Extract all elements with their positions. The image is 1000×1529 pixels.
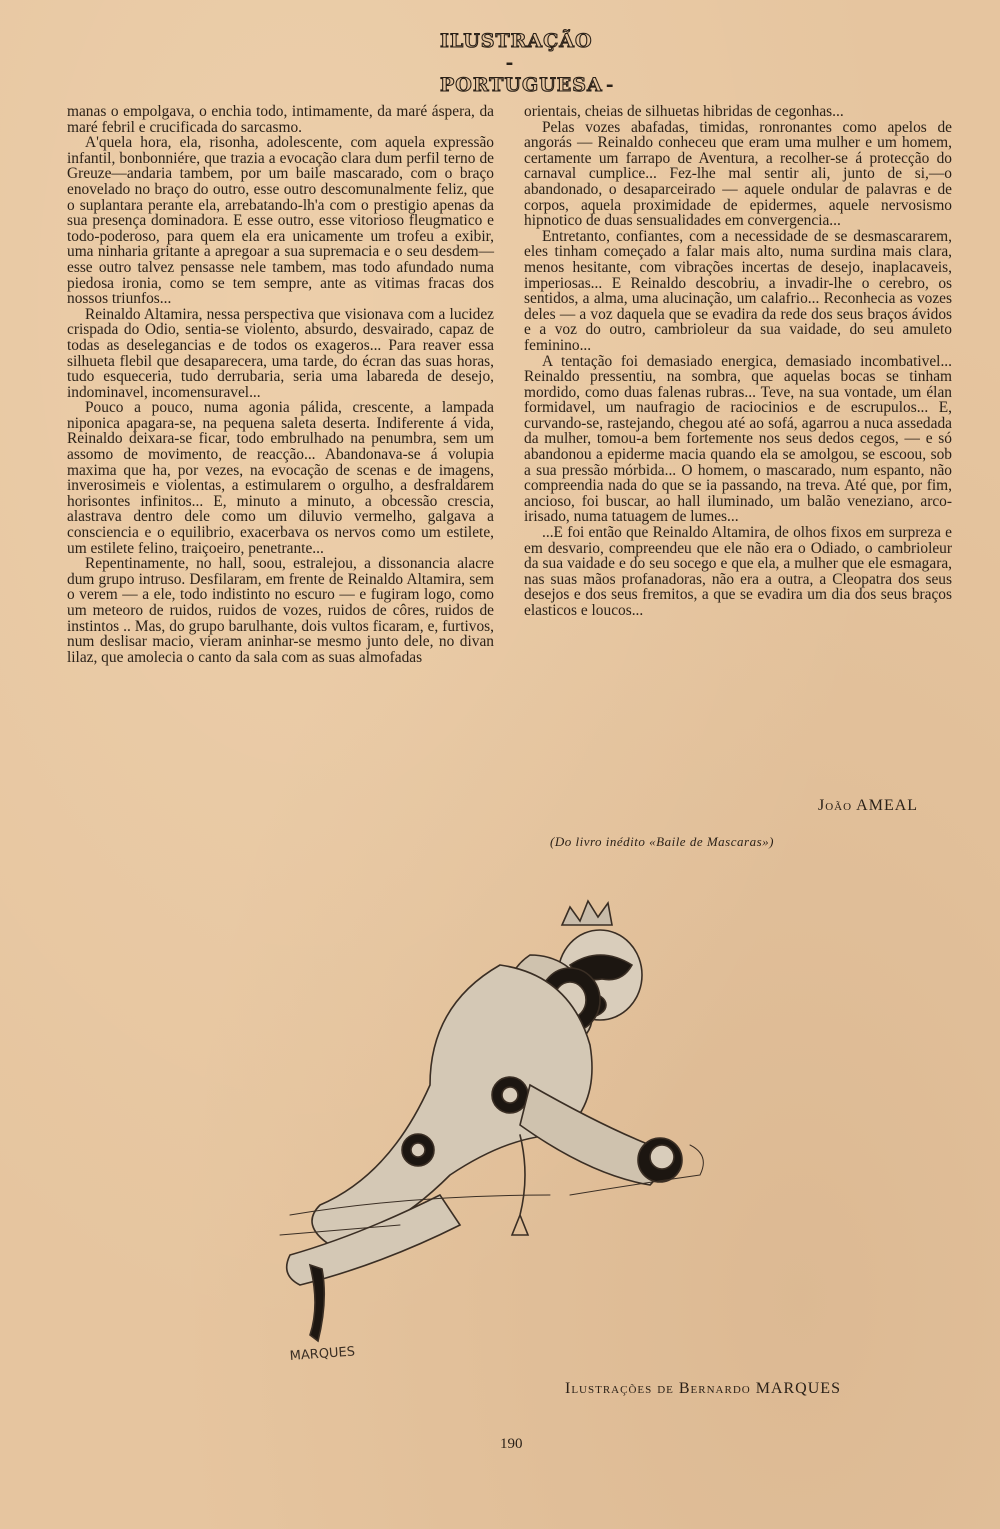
paragraph: Repentinamente, no hall, soou, estralejou, a dissonancia alacre dum grupo intruso. Desfilaram, em frente de Reinaldo Altamira, sem o verem — a ele, todo indistinto no escuro — e fugiram logo, como um meteoro de ruidos, ruidos de vozes, ruidos de côres, ruidos de instintos .. Mas, do grupo barulhante, dois vultos ficaram, e, furtivos, num deslisar macio, vieram aninhar-se mesmo junto dele, no divan lilaz, que amolecia o canto da sala com as suas almofadas <box>67 555 494 666</box>
paragraph: A tentação foi demasiado energica, demasiado incombativel... Reinaldo pressentiu, na sombra, que aquelas bocas se tinham mordido, como duas falenas rubras... Teve, na sua vontade, um élan formidavel, um naufragio de raciocinios e de escrupulos... E, curvando-se, rastejando, chegou até ao sofá, agarrou a nuca assedada da mulher, tomou-a bem fortemente nos seus dedos cegos, — e só abandonou a epiderme macia quando ela se amolgou, se escoou, sob a sua pressão mórbida... O homem, o mascarado, num espanto, não compreendia nada do que se ia passando, na treva. Até que, por fim, ancioso, foi buscar, ao hall iluminado, um balão veneziano, arco-irisado, numa tatuagem de lumes... <box>524 352 952 526</box>
masthead-line-1: ILUSTRAÇÃO <box>440 30 593 52</box>
paragraph: Pelas vozes abafadas, timidas, ronronantes como apelos de angorás — Reinaldo conheceu que eram uma mulher e um homem, certamente um farrapo de Aventura, a recolher-se á protecção do carnaval cumplice... Fez-lhe mal sentir ali, junto de si,—o abandonado, o desaparceirado — aquele ondular de palavras e de corpos, aquela proximidade de epidermes, aquele nervosismo hipnotico de duas sensualidades em convergencia... <box>524 118 952 230</box>
paragraph: Pouco a pouco, numa agonia pálida, crescente, a lampada niponica apagara-se, na pequena saleta deserta. Indiferente á vida, Reinaldo deixara-se ficar, todo embrulhado na penumbra, sem um assomo de movimento, de reacção... Abandonava-se á volupia maxima que ha, por vezes, na evocação de scenas e de imagens, inverosimeis e violentas, a estimularem o orgulho, a desfraldarem horisontes infinitos... E, minuto a minuto, a obcessão crescia, alastrava dentro dele como um diluvio vermelho, galgava a consciencia e o equilibrio, exacerbava os nervos como um estilete, um estilete felino, traiçoeiro, penetrante... <box>67 399 494 557</box>
pierrot-drawing <box>270 895 710 1375</box>
paragraph: Entretanto, confiantes, com a necessidade de se desmascararem, eles tinham começado a falar mais alto, numa surdina mais clara, menos hesitante, com vibrações incertas de desejo, inaplacaveis, imperiosas... E Reinaldo descobriu, a invadir-lhe o cerebro, os sentidos, a alma, uma alucinação, um calafrio... Reconhecia as vozes deles — a voz daquela que se evadira da rede dos seus braços ávidos e a voz do outro, cambrioleur da sua vaidade, do seu amuleto feminino... <box>524 227 952 354</box>
page-number: 190 <box>500 1436 523 1452</box>
left-column <box>67 104 494 665</box>
masthead-line-2: - PORTUGUESA - <box>440 52 580 96</box>
paragraph: orientais, cheias de silhuetas hibridas de cegonhas... <box>524 103 844 120</box>
author-signature: João AMEAL <box>818 797 919 814</box>
paragraph: Reinaldo Altamira, nessa perspectiva que visionava com a lucidez crispada do Odio, sentia-se violento, absurdo, desvairado, capaz de todas as deselegancias e de todos os exageros... Para reaver essa silhueta flebil que desaparecera, uma tarde, do écran das suas horas, tudo esqueceria, tudo derrubaria, seria uma labareda de desejo, indominavel, incomensuravel... <box>67 305 494 401</box>
masthead-logo <box>440 30 603 96</box>
right-column <box>524 104 952 619</box>
paragraph: A'quela hora, ela, risonha, adolescente, com aquela expressão infantil, bonbonniére, que trazia a evocação clara dum perfil terno de Greuze—andaria tambem, por um baile mascarado, com o braço enovelado no braço do outro, esse outro descomunalmente feliz, que o suplantara perante ela, arrebatando-lh'a com o prestigio apenas da sua presença dominadora. E esse outro, esse vitorioso fleugmatico e todo-poderoso, para quem ela era unicamente um trofeu a exibir, uma ninharia gritante a apregoar a sua supremacia e o seu desdem—esse outro talvez pensasse nele tambem, mas todo afundado numa piedosa ironia, como se tem sempre, ante as vitimas fracas dos nossos triunfos... <box>67 134 494 308</box>
artist-signature: MARQUES <box>289 1344 356 1364</box>
paragraph: ...E foi então que Reinaldo Altamira, de olhos fixos em surpreza e em desvario, compreendeu que ele não era o Odiado, o cambrioleur da sua vaidade e do seu socego e que ela, a mulher que ele esmagara, nas suas mãos profanadoras, não era a outra, a Cleopatra dos seus desejos e dos seus fremitos, a que se evadira um dia dos seus braços elasticos e loucos... <box>524 524 952 619</box>
masked-figure-illustration <box>270 895 710 1375</box>
source-note: (Do livro inédito «Baile de Mascaras») <box>550 834 774 849</box>
paragraph: manas o empolgava, o enchia todo, intimamente, da maré áspera, da maré febril e crucificada do sarcasmo. <box>67 103 494 136</box>
illustration-credit: Ilustrações de Bernardo MARQUES <box>565 1380 841 1397</box>
